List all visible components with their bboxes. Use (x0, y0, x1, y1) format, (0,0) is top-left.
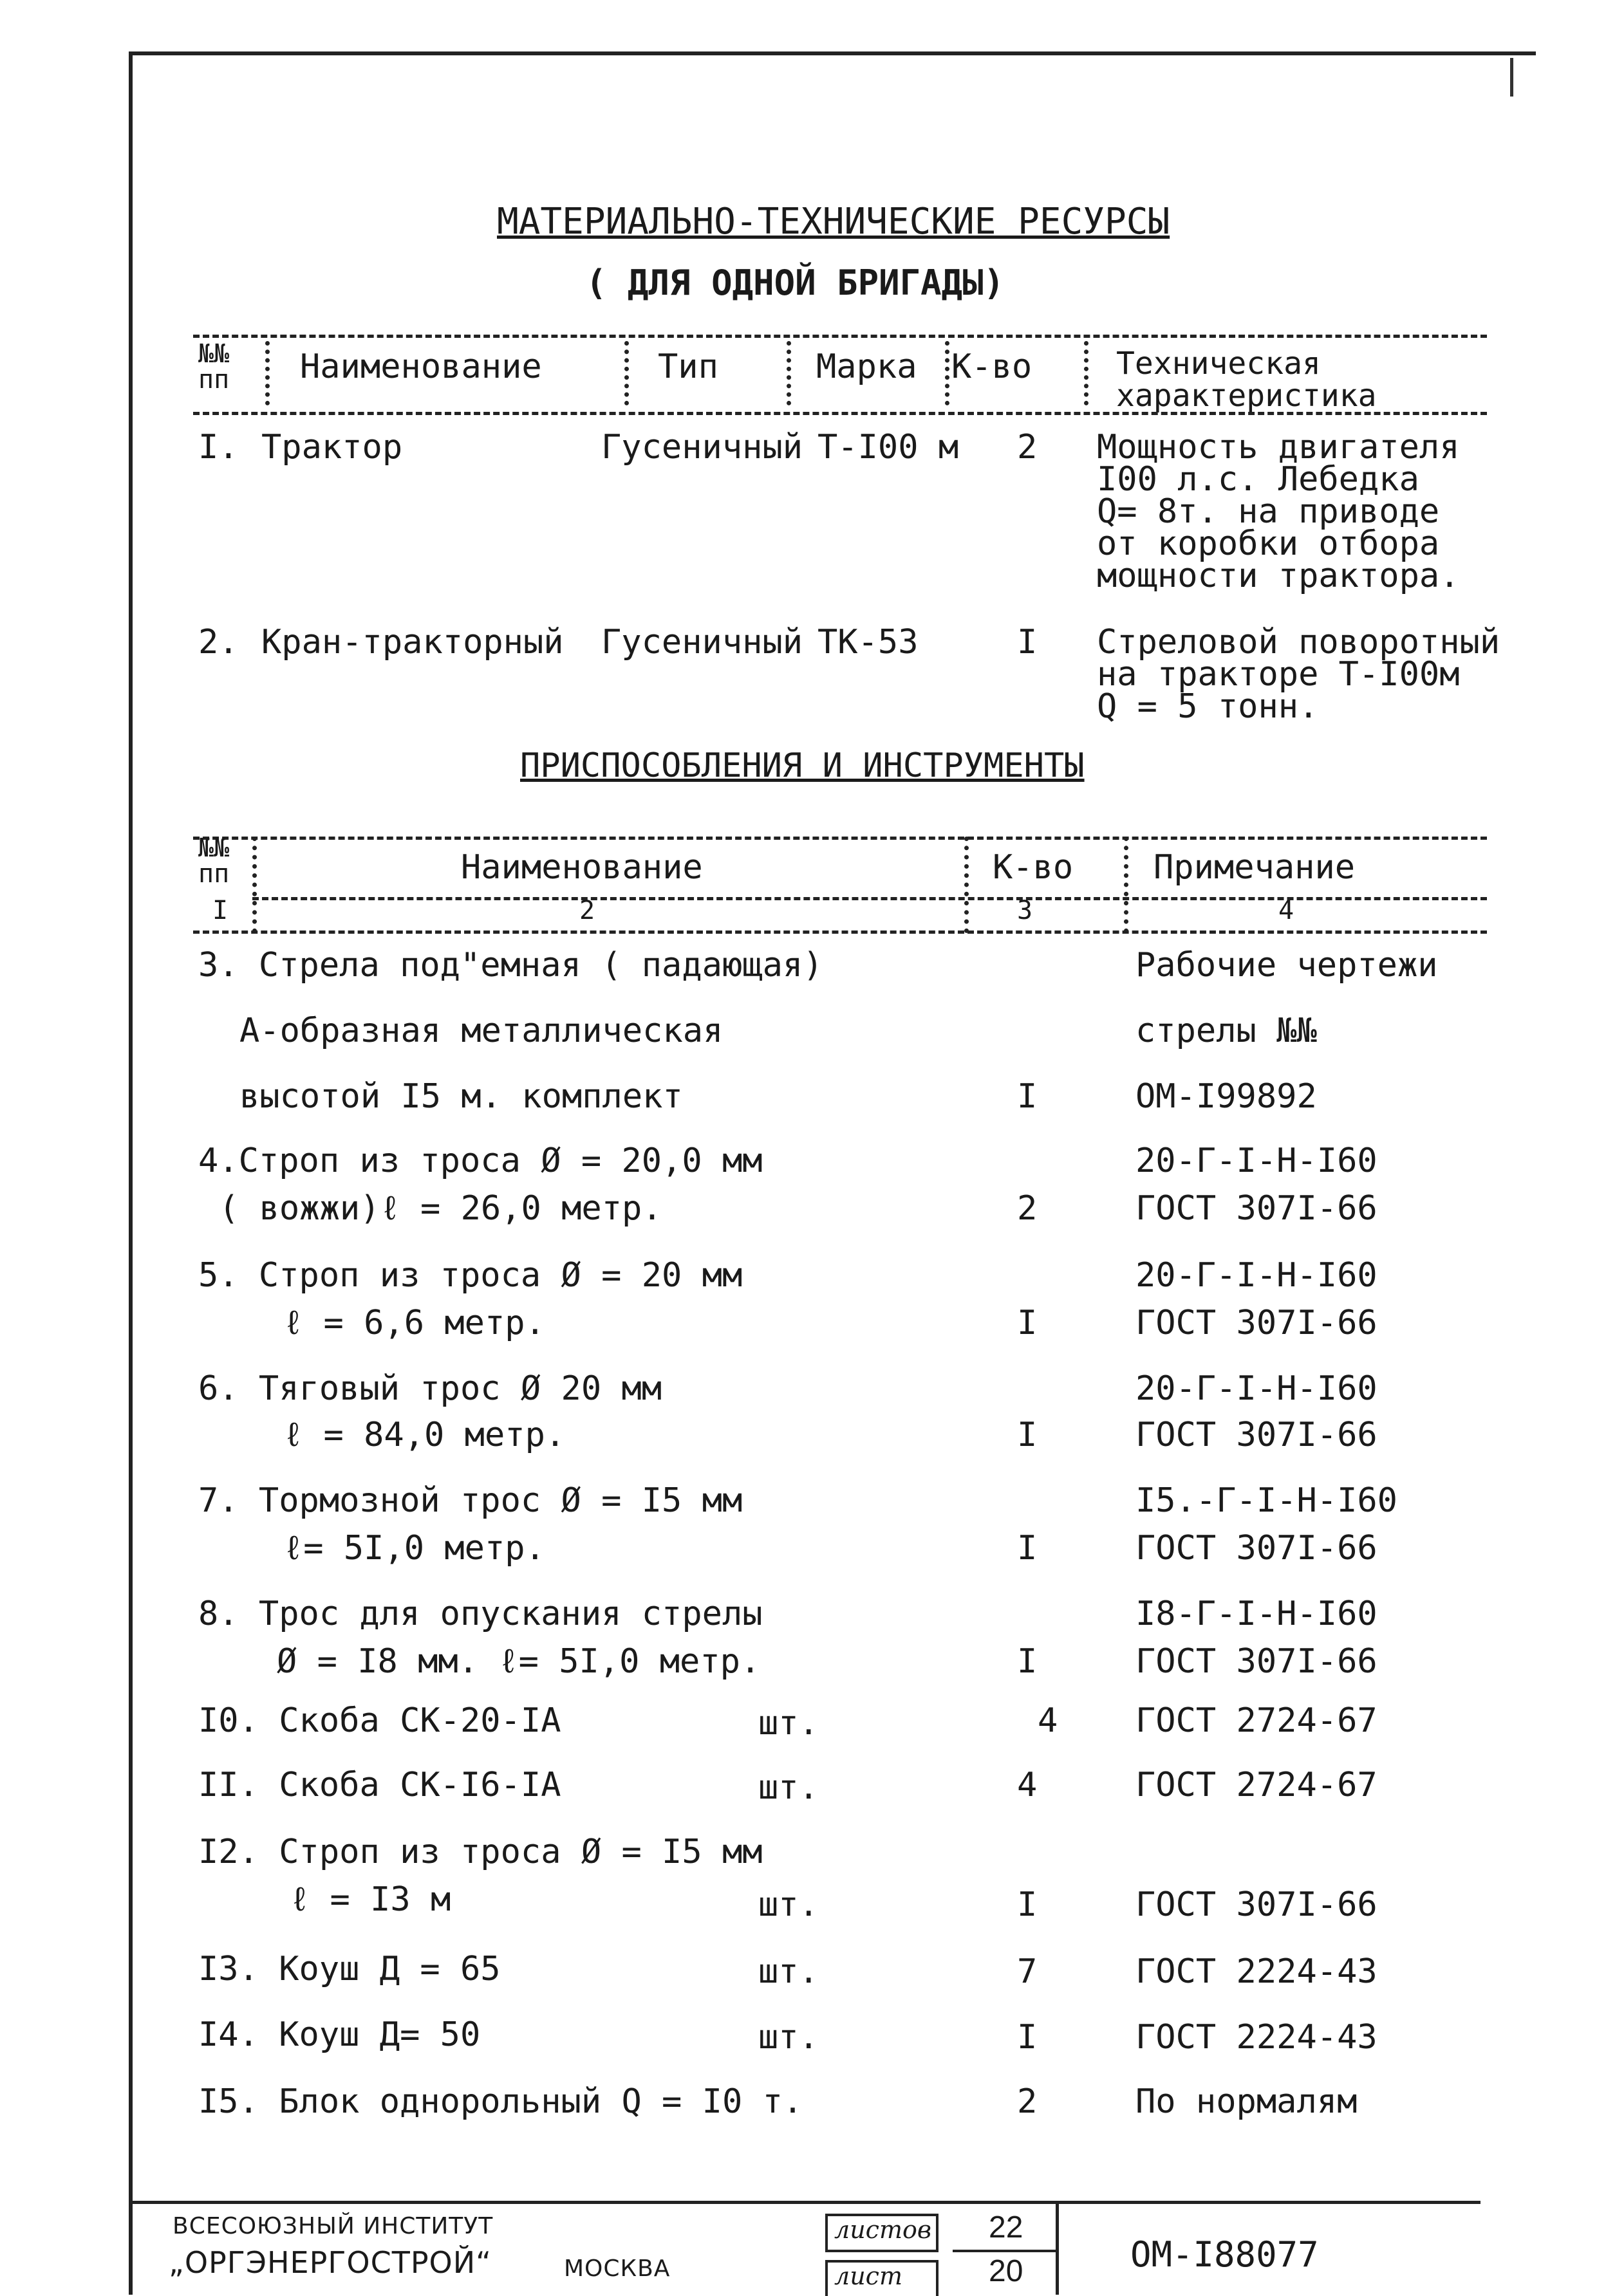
tool-row-unit: шт. (758, 1952, 819, 1991)
footer-rule (129, 2201, 1480, 2204)
tool-row-line: 3. Стрела под"емная ( падающая) (198, 946, 823, 985)
resources-col-spec: Техническая характеристика (1116, 346, 1377, 414)
tool-row-note: Рабочие чертежи (1135, 946, 1438, 985)
resource-row-qty: I (1017, 623, 1038, 662)
tool-row-qty: 2 (1017, 2082, 1038, 2121)
tool-row-line: I3. Коуш Д = 65 (198, 1950, 501, 1988)
tool-row-line: 5. Строп из троса Ø = 20 мм (198, 1256, 743, 1295)
tool-row-note: ГОСТ 2724-67 (1135, 1766, 1378, 1804)
tool-row-note: ГОСТ 307I-66 (1135, 1529, 1378, 1568)
resource-row-name: Кран-тракторный (261, 623, 564, 662)
tool-row-qty: I (1017, 1416, 1038, 1454)
resources-col-divider (624, 341, 629, 405)
tools-title: ПРИСПОСОБЛЕНИЯ И ИНСТРУМЕНТЫ (520, 746, 1085, 785)
tool-row-note: I8-Г-I-Н-I60 (1135, 1595, 1378, 1633)
resource-row-spec-line: от коробки отбора (1097, 524, 1440, 563)
tool-row-note: По нормалям (1135, 2082, 1358, 2121)
tool-row-line: II. Скоба СК-I6-IА (198, 1766, 561, 1804)
tools-col-divider (964, 837, 969, 933)
tools-table-numbers-rule (193, 930, 1487, 934)
tool-row-qty: I (1017, 1304, 1038, 1342)
resources-col-num: №№ пп (198, 339, 230, 394)
footer-sheets-value: 22 (989, 2210, 1023, 2245)
resource-row-spec-line: Q = 5 тонн. (1097, 687, 1319, 726)
tool-row-note: ГОСТ 2224-43 (1135, 2018, 1378, 2057)
tool-row-note: ГОСТ 307I-66 (1135, 1416, 1378, 1454)
tool-row-line: ℓ = 84,0 метр. (283, 1416, 566, 1454)
tools-table-header-rule (252, 897, 1487, 900)
tool-row-line: 6. Тяговый трос Ø 20 мм (198, 1369, 662, 1408)
tools-col-divider (1124, 837, 1128, 933)
resources-col-type: Тип (658, 347, 718, 386)
tools-col-number: 2 (579, 896, 595, 925)
resource-row-spec-line: Q= 8т. на приводе (1097, 492, 1440, 531)
resource-row-mark: ТК-53 (817, 623, 919, 662)
tool-row-line: ℓ = 6,6 метр. (283, 1304, 545, 1342)
tool-row-note: стрелы №№ (1135, 1012, 1317, 1050)
resources-table-header-rule (193, 412, 1487, 415)
resource-row-spec-line: на тракторе Т-I00м (1097, 655, 1460, 694)
tools-col-note: Примечание (1153, 848, 1356, 887)
resources-col-divider (945, 341, 949, 405)
tool-row-line: 8. Трос для опускания стрелы (198, 1595, 763, 1633)
tool-row-qty: 2 (1017, 1189, 1038, 1228)
tools-col-name: Наименование (461, 848, 703, 887)
resource-row-spec-line: I00 л.с. Лебедка (1097, 460, 1419, 499)
tool-row-line: ( вожжи)ℓ = 26,0 метр. (219, 1189, 662, 1228)
resource-row-spec-line: Стреловой поворотный (1097, 623, 1500, 662)
resources-col-qty: К-во (951, 347, 1032, 386)
tool-row-line: I2. Строп из троса Ø = I5 мм (198, 1833, 763, 1871)
resource-row-num: 2. (198, 623, 239, 662)
tool-row-note: ГОСТ 307I-66 (1135, 1885, 1378, 1924)
tool-row-qty: I (1017, 1529, 1038, 1568)
resources-col-mark: Марка (816, 347, 917, 386)
resources-col-name: Наименование (300, 347, 542, 386)
resources-col-divider (265, 341, 270, 405)
tool-row-line: 4.Строп из троса Ø = 20,0 мм (198, 1142, 763, 1180)
tool-row-line: ℓ = I3 м (290, 1880, 451, 1919)
tool-row-line: 7. Тормозной трос Ø = I5 мм (198, 1481, 743, 1520)
tool-row-note: ГОСТ 307I-66 (1135, 1189, 1378, 1228)
resource-row-type: Гусеничный (601, 623, 803, 662)
tool-row-unit: шт. (758, 1885, 819, 1924)
tools-col-num: №№ пп (198, 833, 230, 889)
footer-city: МОСКВА (564, 2255, 671, 2282)
resource-row-mark: Т-I00 м (817, 428, 959, 467)
tool-row-qty: I (1017, 1642, 1038, 1681)
footer-page-value: 20 (989, 2254, 1023, 2288)
tool-row-unit: шт. (758, 2018, 819, 2057)
resources-col-divider (787, 341, 791, 405)
tool-row-note: ГОСТ 307I-66 (1135, 1304, 1378, 1342)
footer-sheets-label: листов (834, 2216, 931, 2244)
resource-row-num: I. (198, 428, 239, 467)
resource-row-qty: 2 (1017, 428, 1038, 467)
resource-row-spec-line: Мощность двигателя (1097, 428, 1460, 467)
footer-doc-number: ОМ-I88077 (1130, 2234, 1319, 2275)
tool-row-note: ГОСТ 307I-66 (1135, 1642, 1378, 1681)
tool-row-qty: I (1017, 2018, 1038, 2057)
footer-page-label: лист (834, 2262, 902, 2290)
tool-row-note: 20-Г-I-Н-I60 (1135, 1369, 1378, 1408)
resources-table-top-rule (193, 335, 1487, 338)
resource-row-type: Гусеничный (601, 428, 803, 467)
tool-row-line: А-образная металлическая (239, 1012, 724, 1050)
page-subtitle: ( ДЛЯ ОДНОЙ БРИГАДЫ) (586, 263, 1005, 303)
tools-col-number: I (212, 896, 229, 925)
tool-row-line: I0. Скоба СК-20-IА (198, 1701, 561, 1740)
tools-col-number: 4 (1278, 896, 1294, 925)
tools-col-divider (252, 837, 257, 933)
tool-row-qty: 7 (1017, 1952, 1038, 1991)
footer-fraction-line (953, 2250, 1056, 2252)
tool-row-qty: 4 (1017, 1766, 1038, 1804)
tool-row-line: ℓ= 5I,0 метр. (283, 1529, 545, 1568)
tool-row-note: ОМ-I99892 (1135, 1077, 1317, 1116)
tool-row-line: I5. Блок однорольный Q = I0 т. (198, 2082, 803, 2121)
tool-row-unit: шт. (758, 1768, 819, 1807)
tool-row-line: I4. Коуш Д= 50 (198, 2015, 481, 2054)
tool-row-unit: шт. (758, 1704, 819, 1743)
page-title: МАТЕРИАЛЬНО-ТЕХНИЧЕСКИЕ РЕСУРСЫ (497, 201, 1170, 243)
tool-row-note: 20-Г-I-Н-I60 (1135, 1256, 1378, 1295)
tool-row-note: ГОСТ 2724-67 (1135, 1701, 1378, 1740)
tool-row-note: 20-Г-I-Н-I60 (1135, 1142, 1378, 1180)
tools-table-top-rule (193, 837, 1487, 840)
tool-row-note: I5.-Г-I-Н-I60 (1135, 1481, 1397, 1520)
tool-row-qty: 4 (1038, 1701, 1058, 1740)
resources-col-divider (1084, 341, 1088, 405)
tool-row-qty: I (1017, 1077, 1038, 1116)
tool-row-note: ГОСТ 2224-43 (1135, 1952, 1378, 1991)
right-edge-mark (1510, 58, 1513, 97)
tools-col-qty: К-во (993, 848, 1074, 887)
tools-col-number: 3 (1017, 896, 1033, 925)
tool-row-line: Ø = I8 мм. ℓ= 5I,0 метр. (277, 1642, 761, 1681)
footer-institute-line1: ВСЕСОЮЗНЫЙ ИНСТИТУТ (173, 2213, 494, 2239)
resource-row-name: Трактор (261, 428, 403, 467)
tool-row-line: высотой I5 м. комплект (239, 1077, 683, 1116)
footer-institute-line2: „ОРГЭНЕРГОСТРОЙ“ (169, 2245, 492, 2280)
tool-row-qty: I (1017, 1885, 1038, 1924)
resource-row-spec-line: мощности трактора. (1097, 557, 1460, 595)
footer-divider (1056, 2201, 1059, 2295)
